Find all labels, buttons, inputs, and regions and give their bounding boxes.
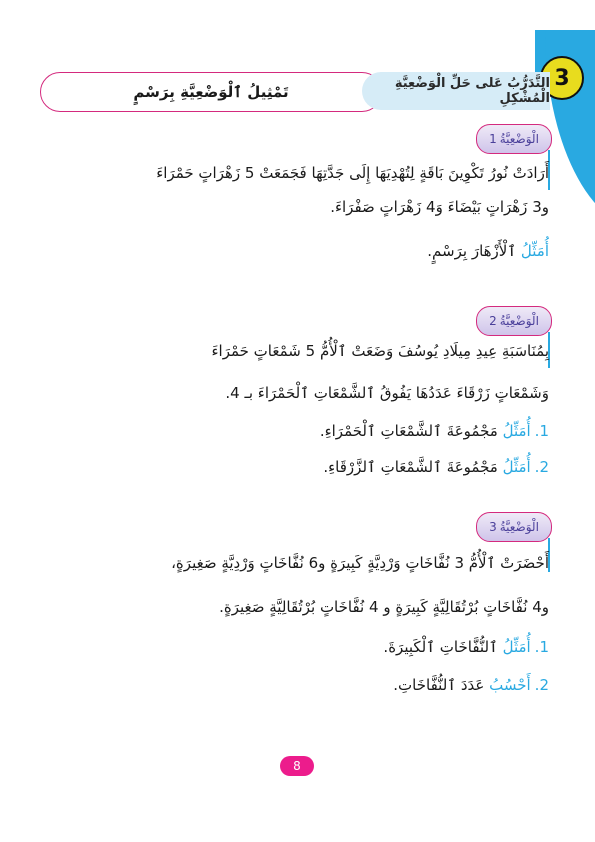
lesson-title: تَمْثِيلُ ٱلْوَضْعِيَّةِ بِرَسْمٍ <box>40 72 382 112</box>
situation-2-line-1: بِمُنَاسَبَةِ عِيدِ مِيلَادِ يُوسُفَ وَضَعَتْ ٱلْأُمُّ 5 شَمْعَاتٍ حَمْرَاءَ <box>211 342 549 360</box>
situation-3-line-2: و4 نُفَّاخَاتٍ بُرْتُقَالِيَّةٍ كَبِيرَةٍ و 4 نُفَّاخَاتٍ بُرْتُقَالِيَّةٍ صَغِيرَةٍ. <box>219 598 549 616</box>
lesson-number-badge: 3 <box>540 56 584 100</box>
situation-3-item-2: 2.أَحْسُبُ عَدَدَ ٱلنُّفَّاخَاتِ. <box>393 676 549 694</box>
situation-2-label: الْوَضْعِيَّةُ 2 <box>476 306 552 336</box>
situation-2-item-1: 1.أُمَثِّلُ مَجْمُوعَةَ ٱلشَّمْعَاتِ ٱلْحَمْرَاءِ. <box>319 422 549 440</box>
situation-1-line-2: و3 زَهْرَاتٍ بَيْضَاءَ وَ4 زَهْرَاتٍ صَفْرَاءَ. <box>330 198 549 216</box>
situation-3-line-1: أَحْضَرَتْ ٱلْأُمُّ 3 نُفَّاخَاتٍ وَرْدِيَّةٍ كَبِيرَةٍ و6 نُفَّاخَاتٍ وَرْدِيَّةٍ صَغِيرَةٍ، <box>171 554 549 572</box>
section-title: التَّدَرُّبُ عَلى حَلِّ الْوَضْعِيَّةِ الْمُشْكِلِ <box>362 72 550 110</box>
situation-1-line-1: أَرَادَتْ نُورُ تَكْوِينَ بَاقَةٍ لِتُهْدِيَهَا إِلَى جَدَّتِهَا فَجَمَعَتْ 5 زَهْرَاتٍ حَمْرَاءَ <box>156 164 549 182</box>
situation-3-item-1: 1.أُمَثِّلُ ٱلنُّفَّاخَاتِ ٱلْكَبِيرَةَ. <box>383 638 549 656</box>
situation-1-label: الْوَضْعِيَّةُ 1 <box>476 124 552 154</box>
situation-2-item-2: 2.أُمَثِّلُ مَجْمُوعَةَ ٱلشَّمْعَاتِ ٱلزَّرْقَاءِ. <box>323 458 549 476</box>
page-number: 8 <box>280 756 314 776</box>
situation-3-label: الْوَضْعِيَّةُ 3 <box>476 512 552 542</box>
situation-2-line-2: وَشَمْعَاتٍ زَرْقَاءَ عَدَدُهَا يَفُوقُ ٱلشَّمْعَاتِ ٱلْحَمْرَاءَ بـ 4. <box>225 384 549 402</box>
situation-1-task: أُمَثِّلُ ٱلْأَزْهَارَ بِرَسْمٍ. <box>427 242 549 260</box>
